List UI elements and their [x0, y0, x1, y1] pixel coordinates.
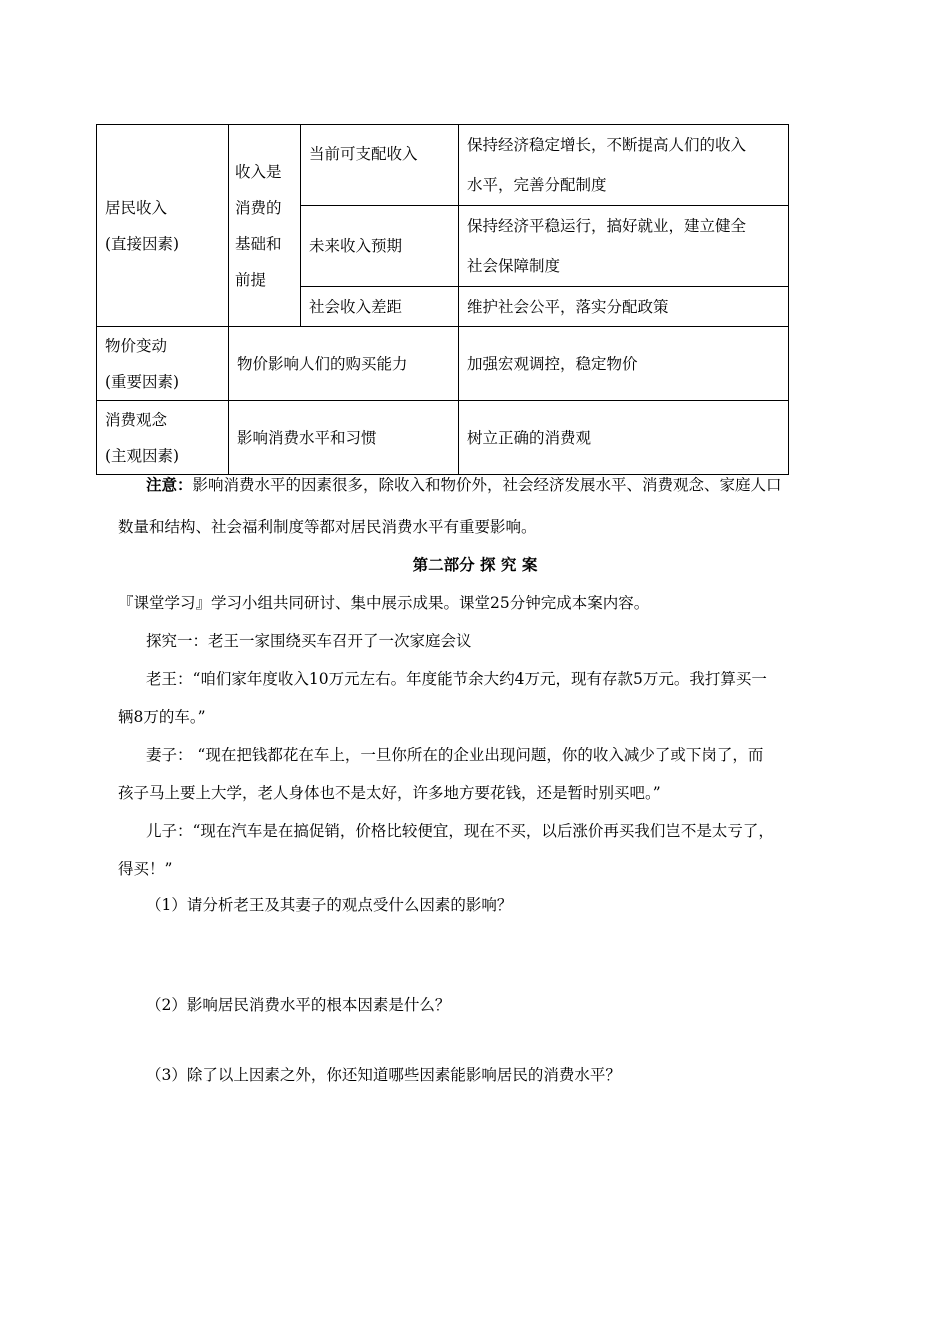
measure-text: 社会保障制度 [467, 257, 561, 275]
income-basis-line: 消费的 [235, 198, 282, 217]
measure-text: 保持经济稳定增长，不断提高人们的收入 [467, 136, 747, 154]
question-2: （2）影响居民消费水平的根本因素是什么？ [146, 996, 451, 1014]
laowang-line-2: 辆8万的车。” [118, 708, 206, 726]
note-paragraph [118, 466, 848, 504]
factor-text: 社会收入差距 [309, 297, 403, 316]
income-factor-cell [97, 125, 229, 327]
measure-cell [459, 125, 789, 206]
price-effect-cell [229, 327, 459, 401]
concept-type: (主观因素) [105, 446, 180, 465]
income-basis-line: 基础和 [235, 234, 282, 253]
income-basis-line: 前提 [235, 270, 267, 289]
measure-text: 维护社会公平，落实分配政策 [467, 297, 669, 316]
factor-text: 未来收入预期 [309, 237, 403, 255]
question-1: （1）请分析老王及其妻子的观点受什么因素的影响？ [146, 896, 513, 914]
price-measure-cell [459, 327, 789, 401]
concept-effect: 影响消费水平和习惯 [237, 428, 377, 447]
price-effect: 物价影响人们的购买能力 [237, 354, 408, 373]
income-basis-line: 收入是 [235, 162, 282, 181]
price-label: 物价变动 [105, 336, 168, 355]
son-line-1: 儿子：“现在汽车是在搞促销，价格比较便宜，现在不买，以后涨价再买我们岂不是太亏了， [146, 822, 774, 840]
concept-measure: 树立正确的消费观 [467, 428, 592, 447]
consumption-factors-table [96, 124, 789, 475]
son-line-2: 得买！” [118, 860, 173, 878]
factor-cell [301, 206, 459, 287]
measure-cell [459, 206, 789, 287]
income-label: 居民收入 [105, 198, 168, 217]
section-title: 第二部分 探 究 案 [412, 555, 538, 574]
concept-label: 消费观念 [105, 410, 168, 429]
factor-cell [301, 125, 459, 206]
price-factor-cell [97, 327, 229, 401]
measure-cell [459, 287, 789, 327]
measure-text: 保持经济平稳运行，搞好就业，建立健全 [467, 217, 747, 235]
income-basis-cell [229, 125, 301, 327]
wife-line-2: 孩子马上要上大学，老人身体也不是太好，许多地方要花钱，还是暂时别买吧。” [118, 784, 661, 802]
question-3: （3）除了以上因素之外，你还知道哪些因素能影响居民的消费水平？ [146, 1066, 621, 1084]
inquiry-title: 探究一：老王一家围绕买车召开了一次家庭会议 [146, 632, 472, 650]
income-type: (直接因素) [105, 234, 180, 253]
note-label: 注意： [146, 475, 193, 494]
price-type: (重要因素) [105, 372, 180, 391]
wife-line-1: 妻子： “现在把钱都花在车上，一旦你所在的企业出现问题，你的收入减少了或下岗了，而 [146, 746, 764, 764]
factor-cell [301, 287, 459, 327]
price-measure: 加强宏观调控，稳定物价 [467, 354, 638, 373]
concept-measure-cell [459, 401, 789, 475]
note-line-1: 影响消费水平的因素很多，除收入和物价外，社会经济发展水平、消费观念、家庭人口 [192, 476, 782, 494]
note-line-2: 数量和结构、社会福利制度等都对居民消费水平有重要影响。 [118, 518, 537, 536]
factor-text: 当前可支配收入 [309, 145, 418, 163]
concept-effect-cell [229, 401, 459, 475]
measure-text: 水平，完善分配制度 [467, 176, 607, 194]
laowang-line-1: 老王：“咱们家年度收入10万元左右。年度能节余大约4万元，现有存款5万元。我打算买一 [146, 670, 767, 688]
concept-factor-cell [97, 401, 229, 475]
intro-text: 『课堂学习』学习小组共同研讨、集中展示成果。课堂25分钟完成本案内容。 [118, 594, 650, 612]
